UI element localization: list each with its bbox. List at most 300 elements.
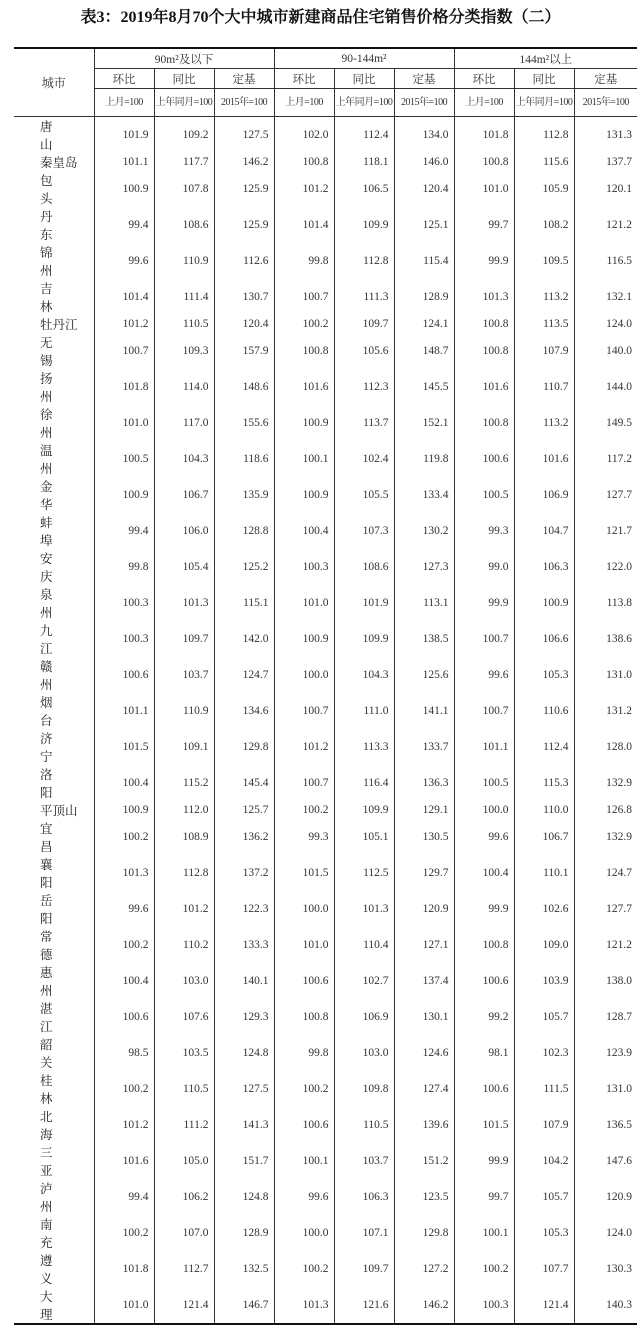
value-cell: 136.3 [394,765,454,801]
table-row [14,549,637,585]
value-cell: 108.6 [334,549,394,585]
value-cell: 109.9 [334,207,394,243]
value-cell: 101.8 [454,117,514,154]
value-cell: 127.7 [574,891,637,927]
value-cell: 115.1 [214,585,274,621]
value-cell: 125.9 [214,171,274,207]
value-cell: 101.9 [94,117,154,154]
value-cell: 124.0 [574,315,637,333]
table-row [14,333,637,369]
column-header: 定基 [214,69,274,89]
value-cell: 103.5 [154,1035,214,1071]
value-cell: 133.4 [394,477,454,513]
table-row [14,1035,637,1071]
value-cell: 103.9 [514,963,574,999]
value-cell: 99.4 [94,207,154,243]
base-header: 上年同月=100 [154,89,214,117]
value-cell: 124.6 [394,1035,454,1071]
city-cell: 湛 江 [40,1002,78,1034]
column-header: 定基 [394,69,454,89]
value-cell: 105.1 [334,819,394,855]
value-cell: 119.8 [394,441,454,477]
base-header: 2015年=100 [394,89,454,117]
value-cell: 99.7 [454,1179,514,1215]
value-cell: 127.5 [214,117,274,154]
value-cell: 134.0 [394,117,454,154]
value-cell: 109.9 [334,801,394,819]
value-cell: 112.6 [214,243,274,279]
value-cell: 132.9 [574,765,637,801]
value-cell: 146.7 [214,1287,274,1324]
value-cell: 124.8 [214,1035,274,1071]
value-cell: 107.3 [334,513,394,549]
value-cell: 113.2 [514,405,574,441]
value-cell: 100.2 [454,1251,514,1287]
value-cell: 101.2 [274,171,334,207]
base-header: 上月=100 [274,89,334,117]
value-cell: 152.1 [394,405,454,441]
value-cell: 107.1 [334,1215,394,1251]
value-cell: 112.4 [334,117,394,154]
value-cell: 107.7 [514,1251,574,1287]
value-cell: 108.2 [514,207,574,243]
value-cell: 110.0 [514,801,574,819]
value-cell: 129.1 [394,801,454,819]
value-cell: 100.2 [94,927,154,963]
value-cell: 121.6 [334,1287,394,1324]
value-cell: 100.6 [94,999,154,1035]
city-cell: 烟 台 [40,696,78,728]
city-cell: 宜 昌 [40,822,78,854]
value-cell: 101.6 [454,369,514,405]
city-cell: 锦 州 [40,246,78,278]
table-row [14,891,637,927]
value-cell: 100.4 [94,963,154,999]
value-cell: 101.2 [94,315,154,333]
value-cell: 99.2 [454,999,514,1035]
value-cell: 100.8 [454,333,514,369]
value-cell: 106.3 [514,549,574,585]
value-cell: 132.5 [214,1251,274,1287]
value-cell: 105.4 [154,549,214,585]
column-header: 同比 [334,69,394,89]
table-row [14,315,637,333]
value-cell: 99.8 [274,1035,334,1071]
value-cell: 99.7 [454,207,514,243]
value-cell: 115.2 [154,765,214,801]
value-cell: 112.3 [334,369,394,405]
value-cell: 113.2 [514,279,574,315]
value-cell: 99.6 [94,243,154,279]
value-cell: 101.3 [454,279,514,315]
value-cell: 100.6 [454,441,514,477]
base-header: 上月=100 [94,89,154,117]
value-cell: 100.6 [94,657,154,693]
value-cell: 148.6 [214,369,274,405]
value-cell: 131.0 [574,1071,637,1107]
value-cell: 127.7 [574,477,637,513]
value-cell: 100.3 [274,549,334,585]
price-index-table [14,47,637,1325]
value-cell: 136.2 [214,819,274,855]
value-cell: 101.5 [94,729,154,765]
value-cell: 106.7 [154,477,214,513]
value-cell: 101.4 [274,207,334,243]
value-cell: 100.7 [274,693,334,729]
value-cell: 111.3 [334,279,394,315]
value-cell: 116.4 [334,765,394,801]
value-cell: 101.0 [274,927,334,963]
value-cell: 107.9 [514,1107,574,1143]
value-cell: 113.8 [574,585,637,621]
value-cell: 100.1 [274,441,334,477]
value-cell: 99.9 [454,891,514,927]
value-cell: 106.0 [154,513,214,549]
table-row [14,963,637,999]
value-cell: 128.8 [214,513,274,549]
city-cell: 无 锡 [40,336,78,368]
value-cell: 125.2 [214,549,274,585]
value-cell: 100.2 [94,1215,154,1251]
value-cell: 106.2 [154,1179,214,1215]
value-cell: 127.3 [394,549,454,585]
value-cell: 105.7 [514,1179,574,1215]
value-cell: 109.0 [514,927,574,963]
value-cell: 120.4 [214,315,274,333]
value-cell: 101.5 [274,855,334,891]
value-cell: 100.1 [274,1143,334,1179]
city-cell: 惠 州 [40,966,78,998]
value-cell: 101.3 [334,891,394,927]
value-cell: 137.2 [214,855,274,891]
value-cell: 100.9 [274,477,334,513]
value-cell: 108.9 [154,819,214,855]
column-header: 同比 [514,69,574,89]
value-cell: 127.4 [394,1071,454,1107]
value-cell: 125.9 [214,207,274,243]
value-cell: 129.3 [214,999,274,1035]
city-cell: 泸 州 [40,1182,78,1214]
value-cell: 136.5 [574,1107,637,1143]
value-cell: 103.0 [154,963,214,999]
column-header: 同比 [154,69,214,89]
value-cell: 111.2 [154,1107,214,1143]
value-cell: 102.7 [334,963,394,999]
value-cell: 146.0 [394,153,454,171]
base-header: 2015年=100 [574,89,637,117]
value-cell: 131.3 [574,117,637,154]
city-cell: 泉 州 [40,588,78,620]
value-cell: 140.0 [574,333,637,369]
table-row [14,1071,637,1107]
city-cell: 牡丹江 [40,318,78,332]
value-cell: 113.1 [394,585,454,621]
value-cell: 139.6 [394,1107,454,1143]
city-cell: 丹 东 [40,210,78,242]
table-row [14,999,637,1035]
table-row [14,243,637,279]
value-cell: 113.7 [334,405,394,441]
value-cell: 100.2 [274,1071,334,1107]
value-cell: 130.5 [394,819,454,855]
value-cell: 100.4 [274,513,334,549]
column-header: 定基 [574,69,637,89]
value-cell: 110.4 [334,927,394,963]
value-cell: 146.2 [394,1287,454,1324]
value-cell: 100.0 [274,1215,334,1251]
table-row [14,171,637,207]
city-cell: 安 庆 [40,552,78,584]
value-cell: 100.2 [274,801,334,819]
value-cell: 118.6 [214,441,274,477]
city-cell: 大 理 [40,1290,78,1322]
value-cell: 100.2 [94,819,154,855]
value-cell: 101.8 [94,369,154,405]
value-cell: 108.6 [154,207,214,243]
table-row [14,657,637,693]
city-cell: 常 德 [40,930,78,962]
value-cell: 100.8 [274,333,334,369]
value-cell: 151.7 [214,1143,274,1179]
table-row [14,1107,637,1143]
value-cell: 100.7 [274,765,334,801]
base-header: 2015年=100 [214,89,274,117]
value-cell: 100.8 [274,999,334,1035]
table-row [14,693,637,729]
value-cell: 110.5 [154,1071,214,1107]
value-cell: 99.4 [94,513,154,549]
value-cell: 127.5 [214,1071,274,1107]
value-cell: 101.1 [454,729,514,765]
value-cell: 121.2 [574,927,637,963]
value-cell: 100.6 [274,1107,334,1143]
value-cell: 100.2 [274,315,334,333]
value-cell: 111.4 [154,279,214,315]
value-cell: 105.3 [514,657,574,693]
value-cell: 100.2 [94,1071,154,1107]
value-cell: 115.6 [514,153,574,171]
city-cell: 遵 义 [40,1254,78,1286]
value-cell: 104.7 [514,513,574,549]
group-header: 144m²以上 [454,48,637,69]
value-cell: 100.9 [274,405,334,441]
value-cell: 141.3 [214,1107,274,1143]
value-cell: 109.1 [154,729,214,765]
value-cell: 101.0 [274,585,334,621]
value-cell: 111.5 [514,1071,574,1107]
value-cell: 104.3 [334,657,394,693]
value-cell: 109.7 [334,1251,394,1287]
value-cell: 99.0 [454,549,514,585]
column-header: 环比 [94,69,154,89]
value-cell: 117.0 [154,405,214,441]
city-cell: 三 亚 [40,1146,78,1178]
value-cell: 110.5 [334,1107,394,1143]
value-cell: 109.9 [334,621,394,657]
value-cell: 111.0 [334,693,394,729]
value-cell: 112.8 [334,243,394,279]
value-cell: 132.1 [574,279,637,315]
city-cell: 南 充 [40,1218,78,1250]
city-header: 城市 [14,48,94,117]
value-cell: 99.9 [454,243,514,279]
value-cell: 148.7 [394,333,454,369]
value-cell: 101.9 [334,585,394,621]
value-cell: 100.3 [94,621,154,657]
value-cell: 128.7 [574,999,637,1035]
value-cell: 124.1 [394,315,454,333]
value-cell: 99.3 [454,513,514,549]
value-cell: 106.6 [514,621,574,657]
value-cell: 100.5 [454,765,514,801]
table-row [14,801,637,819]
value-cell: 130.1 [394,999,454,1035]
value-cell: 101.6 [94,1143,154,1179]
value-cell: 112.5 [334,855,394,891]
value-cell: 101.2 [274,729,334,765]
value-cell: 99.9 [454,585,514,621]
table-row [14,1251,637,1287]
value-cell: 106.5 [334,171,394,207]
value-cell: 100.3 [94,585,154,621]
value-cell: 120.4 [394,171,454,207]
table-row [14,279,637,315]
value-cell: 100.7 [454,621,514,657]
value-cell: 104.2 [514,1143,574,1179]
value-cell: 101.0 [94,405,154,441]
value-cell: 105.0 [154,1143,214,1179]
value-cell: 117.2 [574,441,637,477]
value-cell: 122.3 [214,891,274,927]
value-cell: 131.2 [574,693,637,729]
value-cell: 102.4 [334,441,394,477]
value-cell: 102.6 [514,891,574,927]
value-cell: 128.0 [574,729,637,765]
value-cell: 99.8 [274,243,334,279]
value-cell: 121.4 [154,1287,214,1324]
table-row [14,819,637,855]
value-cell: 127.2 [394,1251,454,1287]
value-cell: 131.0 [574,657,637,693]
city-cell: 扬 州 [40,372,78,404]
value-cell: 140.1 [214,963,274,999]
column-header: 环比 [454,69,514,89]
value-cell: 113.5 [514,315,574,333]
value-cell: 100.8 [454,153,514,171]
value-cell: 100.9 [274,621,334,657]
value-cell: 109.3 [154,333,214,369]
value-cell: 110.6 [514,693,574,729]
value-cell: 100.7 [94,333,154,369]
value-cell: 105.9 [514,171,574,207]
value-cell: 147.6 [574,1143,637,1179]
value-cell: 100.3 [454,1287,514,1324]
value-cell: 112.4 [514,729,574,765]
value-cell: 101.0 [454,171,514,207]
value-cell: 126.8 [574,801,637,819]
table-row [14,405,637,441]
value-cell: 110.7 [514,369,574,405]
value-cell: 106.9 [514,477,574,513]
value-cell: 101.0 [94,1287,154,1324]
value-cell: 145.4 [214,765,274,801]
value-cell: 101.6 [514,441,574,477]
value-cell: 103.0 [334,1035,394,1071]
value-cell: 107.0 [154,1215,214,1251]
value-cell: 133.3 [214,927,274,963]
value-cell: 127.1 [394,927,454,963]
value-cell: 115.3 [514,765,574,801]
value-cell: 100.6 [454,963,514,999]
value-cell: 121.7 [574,513,637,549]
value-cell: 129.8 [214,729,274,765]
table-row [14,1287,637,1324]
value-cell: 101.3 [94,855,154,891]
value-cell: 110.5 [154,315,214,333]
value-cell: 124.7 [214,657,274,693]
value-cell: 99.6 [454,819,514,855]
value-cell: 117.7 [154,153,214,171]
value-cell: 146.2 [214,153,274,171]
value-cell: 105.6 [334,333,394,369]
value-cell: 123.5 [394,1179,454,1215]
value-cell: 99.8 [94,549,154,585]
value-cell: 141.1 [394,693,454,729]
value-cell: 120.1 [574,171,637,207]
table-row [14,207,637,243]
value-cell: 125.7 [214,801,274,819]
table-row [14,765,637,801]
value-cell: 105.7 [514,999,574,1035]
value-cell: 125.1 [394,207,454,243]
value-cell: 100.5 [94,441,154,477]
city-cell: 温 州 [40,444,78,476]
value-cell: 105.3 [514,1215,574,1251]
value-cell: 109.8 [334,1071,394,1107]
value-cell: 98.1 [454,1035,514,1071]
value-cell: 100.2 [274,1251,334,1287]
value-cell: 149.5 [574,405,637,441]
group-header: 90m²及以下 [94,48,274,69]
city-cell: 韶 关 [40,1038,78,1070]
value-cell: 107.9 [514,333,574,369]
table-row [14,729,637,765]
value-cell: 137.4 [394,963,454,999]
value-cell: 99.6 [274,1179,334,1215]
value-cell: 138.0 [574,963,637,999]
value-cell: 157.9 [214,333,274,369]
table-row [14,513,637,549]
value-cell: 100.8 [454,405,514,441]
value-cell: 121.4 [514,1287,574,1324]
value-cell: 99.3 [274,819,334,855]
value-cell: 109.7 [334,315,394,333]
value-cell: 100.9 [94,171,154,207]
value-cell: 128.9 [214,1215,274,1251]
value-cell: 142.0 [214,621,274,657]
value-cell: 134.6 [214,693,274,729]
value-cell: 100.8 [274,153,334,171]
table-row [14,855,637,891]
value-cell: 112.8 [154,855,214,891]
city-cell: 济 宁 [40,732,78,764]
table-row [14,153,637,171]
base-header: 上月=100 [454,89,514,117]
value-cell: 101.3 [274,1287,334,1324]
value-cell: 144.0 [574,369,637,405]
base-header: 上年同月=100 [334,89,394,117]
city-cell: 包 头 [40,174,78,206]
